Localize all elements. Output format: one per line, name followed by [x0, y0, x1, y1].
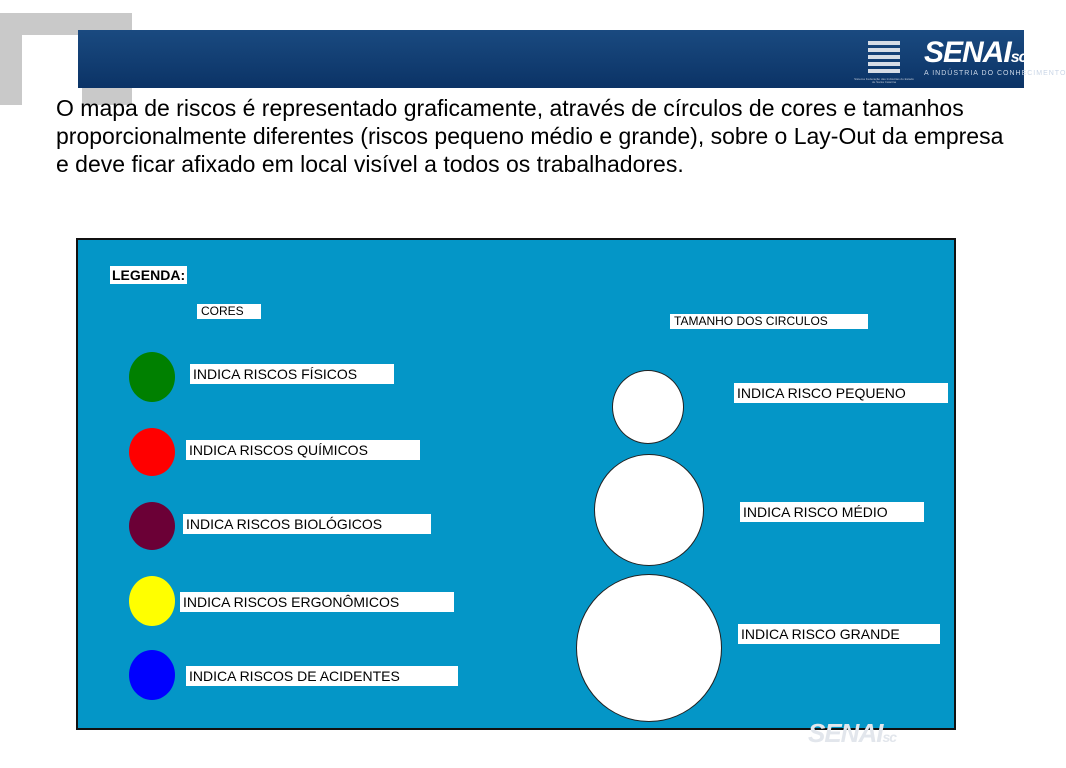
small-risk-circle	[612, 370, 684, 444]
biological-risk-label: INDICA RISCOS BIOLÓGICOS	[183, 514, 431, 534]
colors-heading: CORES	[197, 304, 261, 319]
watermark-suffix: sc	[882, 729, 897, 745]
medium-risk-circle	[594, 454, 704, 566]
chemical-risk-red-dot	[129, 428, 175, 476]
small-risk-label: INDICA RISCO PEQUENO	[734, 383, 948, 403]
chemical-risk-label: INDICA RISCOS QUÍMICOS	[186, 440, 420, 460]
senai-tagline: A INDÚSTRIA DO CONHECIMENTO	[924, 70, 1066, 77]
senai-watermark	[808, 718, 896, 749]
senai-logo-text: SENAI	[924, 36, 1011, 69]
physical-risk-label: INDICA RISCOS FÍSICOS	[190, 364, 394, 384]
senai-logo-suffix: sc	[1010, 49, 1027, 66]
accident-risk-label: INDICA RISCOS DE ACIDENTES	[186, 666, 458, 686]
sizes-heading: TAMANHO DOS CIRCULOS	[670, 314, 868, 329]
large-risk-circle	[576, 574, 722, 722]
biological-risk-purple-dot	[129, 502, 175, 550]
accident-risk-blue-dot	[129, 650, 175, 700]
ergonomic-risk-label: INDICA RISCOS ERGONÔMICOS	[180, 592, 454, 612]
medium-risk-label: INDICA RISCO MÉDIO	[740, 502, 924, 522]
ergonomic-risk-yellow-dot	[129, 576, 175, 626]
physical-risk-green-dot	[129, 352, 175, 402]
watermark-text: SENAI	[808, 718, 883, 748]
legend-title: LEGENDA:	[112, 267, 186, 283]
intro-paragraph: O mapa de riscos é representado graficamente, através de círculos de cores e tamanhos proporcionalmente diferentes (riscos pequeno médio e grande), sobre o Lay-Out da empresa e deve ficar afixado em local visível a todos os trabalhadores.	[56, 95, 1004, 177]
risk-map-legend-panel	[76, 238, 956, 730]
header-bar	[78, 30, 1066, 88]
fiesc-logo-icon	[868, 38, 900, 78]
fiesc-caption: Sistema Federação das Indústrias do Estado de Santa Catarina	[854, 77, 914, 84]
large-risk-label: INDICA RISCO GRANDE	[738, 624, 940, 644]
